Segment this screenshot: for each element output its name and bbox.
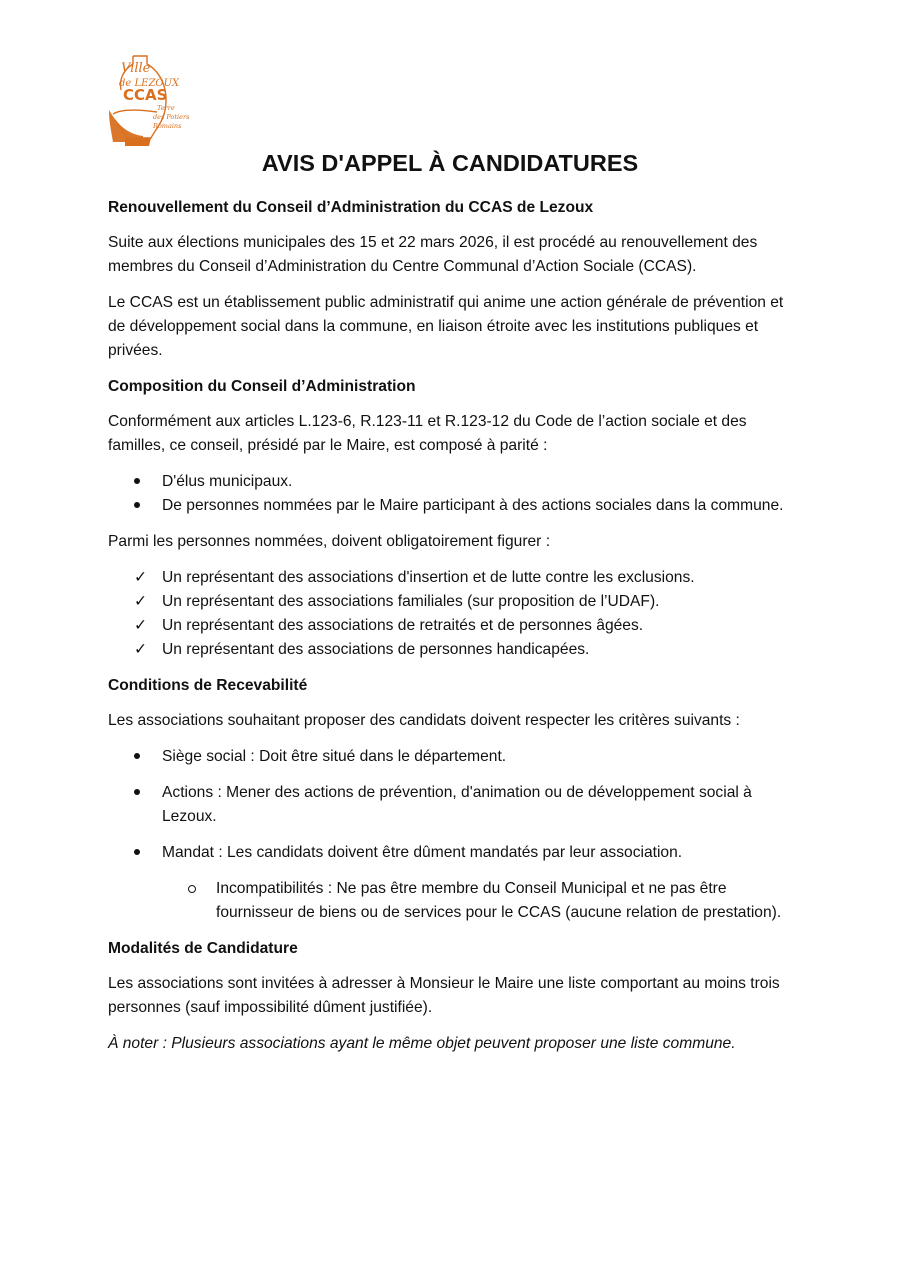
list-item: De personnes nommées par le Maire participant à des actions sociales dans la commune. [108, 494, 798, 518]
list-item: Mandat : Les candidats doivent être dûment mandatés par leur association. [108, 841, 798, 865]
paragraph-modalites: Les associations sont invitées à adresser à Monsieur le Maire une liste comportant au moins trois personnes (sauf impossibilité dûment justifiée). [108, 975, 780, 1016]
svg-text:de LEZOUX: de LEZOUX [119, 78, 180, 89]
list-item: D'élus municipaux. [108, 470, 798, 494]
list-item: ✓ Un représentant des associations d'insertion et de lutte contre les exclusions. [108, 566, 798, 590]
pottery-logo-icon [103, 50, 201, 150]
section-heading-modalites: Modalités de Candidature [108, 940, 298, 957]
list-item: ✓ Un représentant des associations de retraités et de personnes âgées. [108, 614, 798, 638]
paragraph-articles: Conformément aux articles L.123-6, R.123-11 et R.123-12 du Code de l’action sociale et des familles, ce conseil, présidé par le Maire, est composé à parité : [108, 413, 747, 454]
svg-text:Romains: Romains [153, 122, 182, 130]
incompatibilities-list [108, 877, 798, 925]
checkmark-icon: ✓ [134, 641, 148, 658]
bullet-icon [134, 470, 154, 494]
section-heading-conditions: Conditions de Recevabilité [108, 677, 308, 694]
bullet-icon [134, 781, 154, 805]
checkmark-icon: ✓ [134, 617, 148, 634]
checkmark-icon: ✓ [134, 569, 148, 586]
list-item: Siège social : Doit être situé dans le département. [108, 745, 798, 769]
circle-bullet-icon [188, 877, 196, 901]
document-body [108, 196, 798, 1068]
svg-text:CCAS: CCAS [123, 86, 168, 104]
section-heading-composition: Composition du Conseil d’Administration [108, 378, 416, 395]
svg-text:Terre: Terre [157, 104, 175, 112]
page-title: AVIS D'APPEL À CANDIDATURES [261, 150, 639, 176]
bullet-icon [134, 745, 154, 769]
list-item: Actions : Mener des actions de prévention, d'animation ou de développement social à Lezoux. [108, 781, 798, 829]
list-item: Incompatibilités : Ne pas être membre du Conseil Municipal et ne pas être fournisseur de biens ou de services pour le CCAS (aucune relation de prestation). [108, 877, 798, 925]
required-members-list [108, 566, 798, 662]
list-item: ✓ Un représentant des associations de personnes handicapées. [108, 638, 798, 662]
svg-text:Ville: Ville [121, 61, 151, 76]
paragraph-note: À noter : Plusieurs associations ayant le même objet peuvent proposer une liste commune. [108, 1035, 736, 1052]
svg-text:des Potiers: des Potiers [153, 113, 190, 121]
paragraph-criteria: Les associations souhaitant proposer des candidats doivent respecter les critères suivants : [108, 712, 740, 729]
section-heading-renouvellement: Renouvellement du Conseil d’Administration du CCAS de Lezoux [108, 199, 594, 216]
checkmark-icon: ✓ [134, 593, 148, 610]
ccas-logo [103, 50, 201, 150]
paragraph-required-members: Parmi les personnes nommées, doivent obligatoirement figurer : [108, 533, 551, 550]
bullet-icon [134, 841, 154, 865]
bullet-icon [134, 494, 154, 518]
paragraph-elections: Suite aux élections municipales des 15 et 22 mars 2026, il est procédé au renouvellement des membres du Conseil d’Administration du Centre Communal d’Action Sociale (CCAS). [108, 234, 758, 275]
composition-list [108, 470, 798, 518]
criteria-list [108, 745, 798, 865]
paragraph-ccas-description: Le CCAS est un établissement public administratif qui anime une action générale de prévention et de développement social dans la commune, en liaison étroite avec les institutions publiques et privées. [108, 294, 784, 359]
list-item: ✓ Un représentant des associations familiales (sur proposition de l’UDAF). [108, 590, 798, 614]
